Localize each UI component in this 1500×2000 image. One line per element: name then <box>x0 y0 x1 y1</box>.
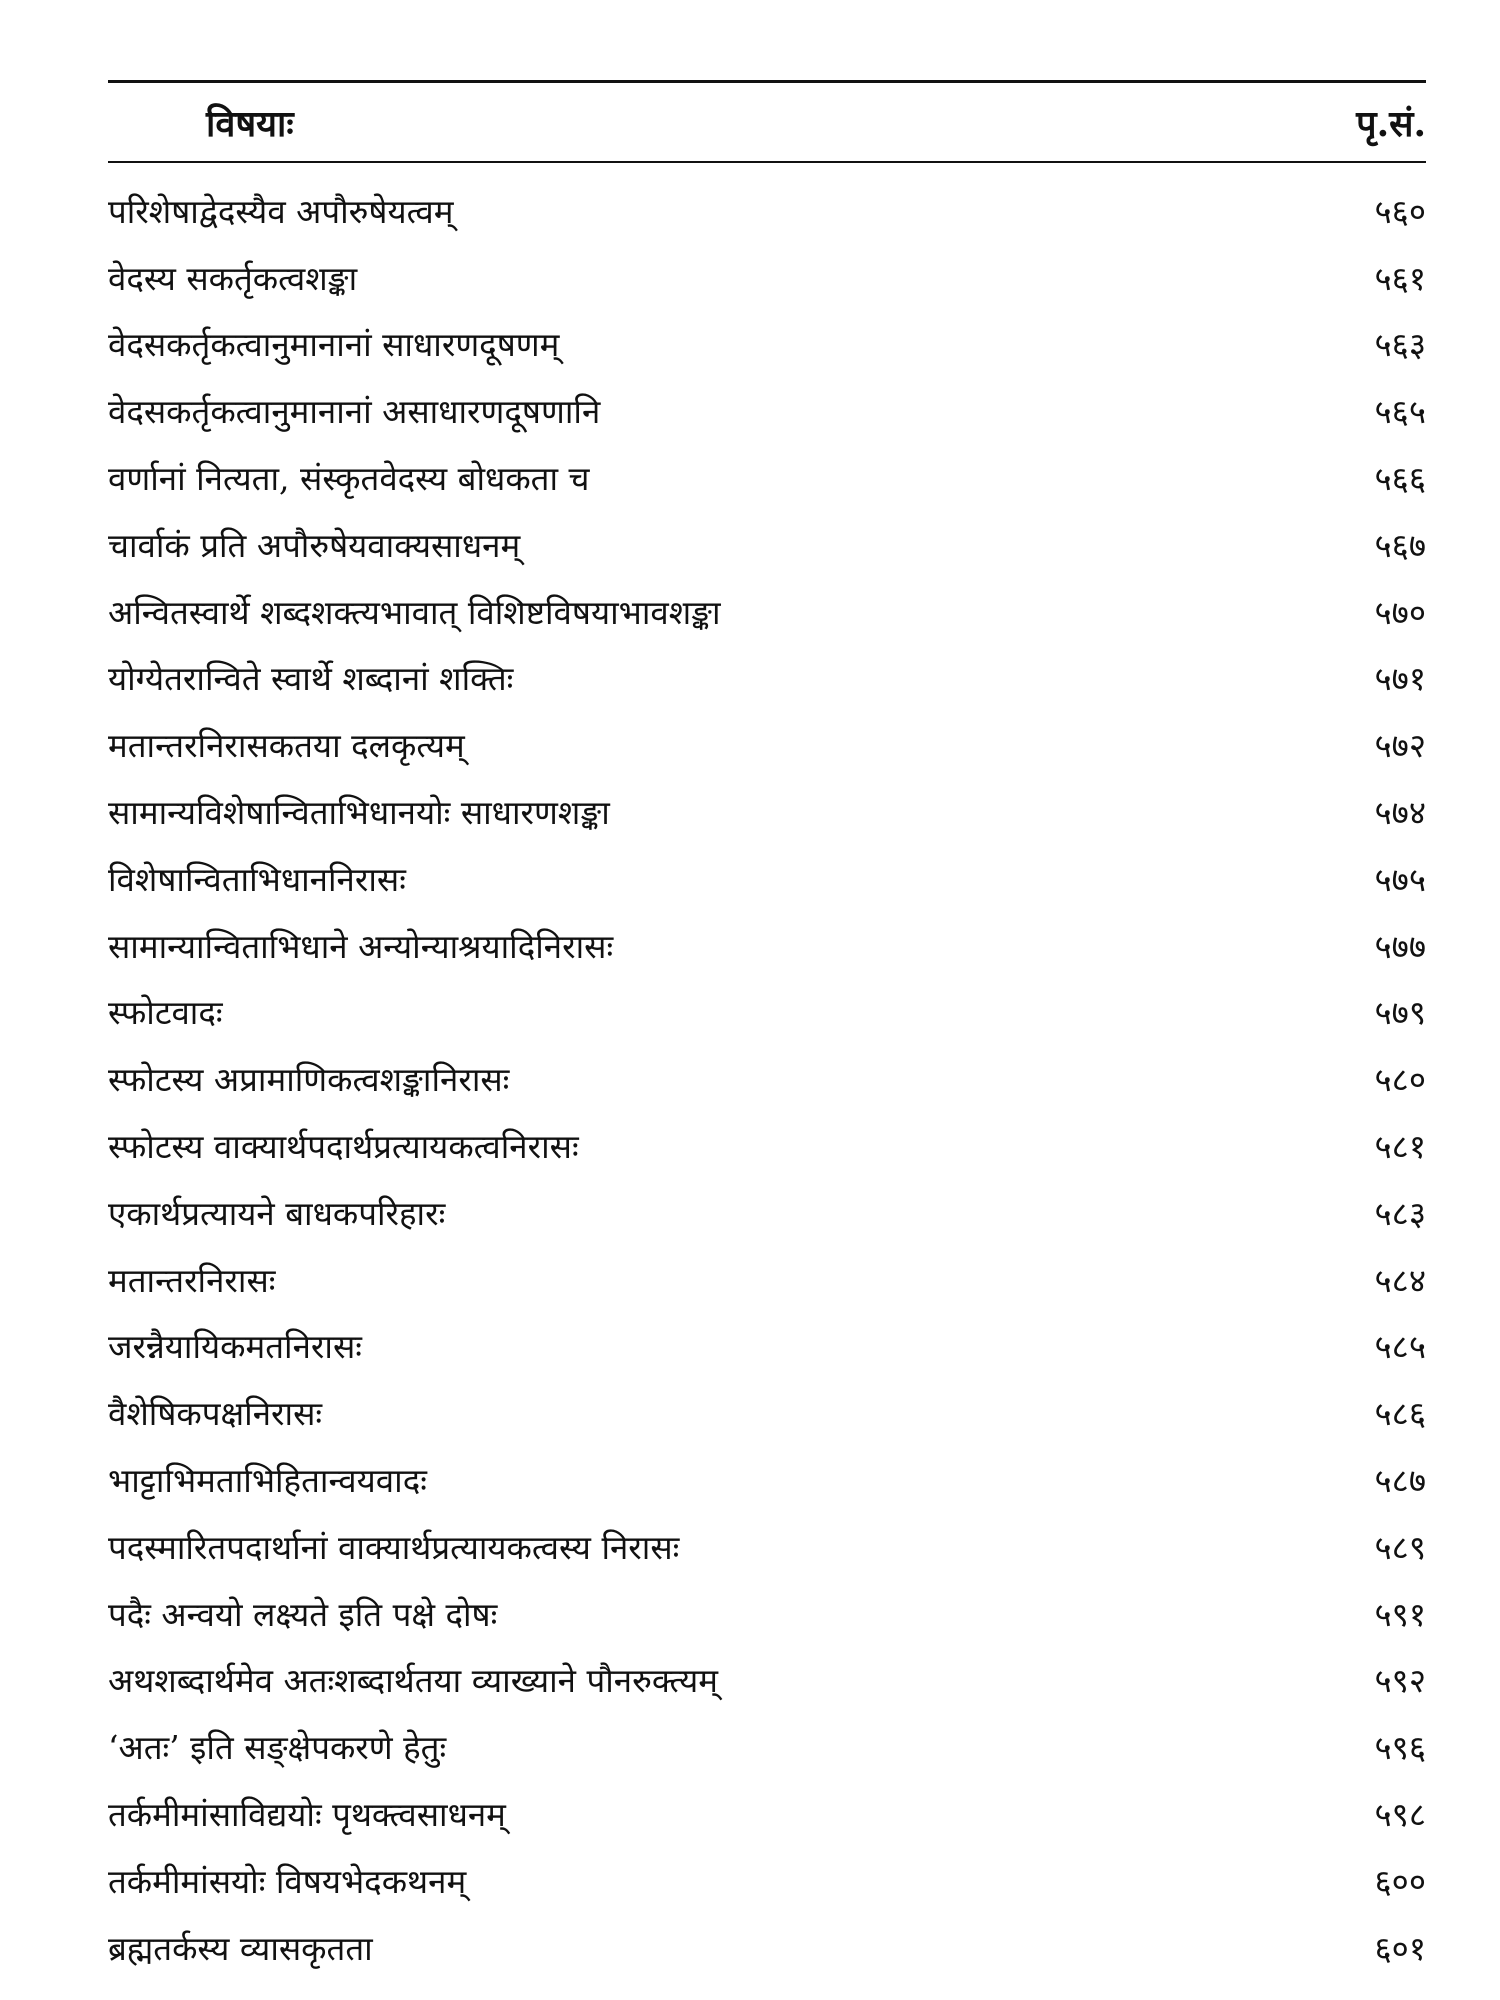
toc-entry-title: भाट्टाभिमताभिहितान्वयवादः <box>108 1461 427 1501</box>
toc-entry <box>108 1580 1426 1647</box>
toc-list <box>108 177 1426 1981</box>
toc-entry-title: स्फोटस्य वाक्यार्थपदार्थप्रत्यायकत्वनिरासः <box>108 1127 579 1167</box>
toc-entry-page-number: ५८६ <box>1374 1394 1426 1434</box>
toc-header <box>108 83 1426 161</box>
toc-entry-page-number: ५७४ <box>1374 793 1426 833</box>
page-column-header: पृ.सं. <box>1356 102 1426 145</box>
toc-entry-page-number: ५८७ <box>1374 1461 1426 1501</box>
toc-entry <box>108 1179 1426 1246</box>
toc-entry-title: पदैः अन्वयो लक्ष्यते इति पक्षे दोषः <box>108 1594 498 1634</box>
subject-column-header: विषयाः <box>206 102 294 145</box>
toc-entry-title: वेदसकर्तृकत्वानुमानानां असाधारणदूषणानि <box>108 392 601 432</box>
toc-entry-page-number: ५६६ <box>1374 459 1426 499</box>
toc-entry-title: वर्णानां नित्यता, संस्कृतवेदस्य बोधकता च <box>108 459 590 499</box>
toc-entry <box>108 311 1426 378</box>
toc-entry-title: चार्वाकं प्रति अपौरुषेयवाक्यसाधनम् <box>108 525 521 565</box>
toc-entry-title: सामान्यविशेषान्विताभिधानयोः साधारणशङ्का <box>108 793 610 833</box>
toc-entry-title: अन्वितस्वार्थे शब्दशक्त्यभावात् विशिष्टविषयाभावशङ्का <box>108 592 721 632</box>
toc-entry-page-number: ५८४ <box>1374 1260 1426 1300</box>
toc-entry-page-number: ५९१ <box>1374 1594 1426 1634</box>
toc-entry-page-number: ५६७ <box>1374 525 1426 565</box>
toc-entry-title: एकार्थप्रत्यायने बाधकपरिहारः <box>108 1193 446 1233</box>
toc-entry-page-number: ६०० <box>1374 1861 1426 1901</box>
toc-entry-title: स्फोटवादः <box>108 993 223 1033</box>
toc-entry <box>108 377 1426 444</box>
toc-entry-title: योग्येतरान्विते स्वार्थे शब्दानां शक्तिः <box>108 659 514 699</box>
toc-entry <box>108 645 1426 712</box>
toc-entry-page-number: ५६० <box>1374 191 1426 231</box>
toc-entry-title: ब्रह्मतर्कस्य व्यासकृतता <box>108 1928 373 1968</box>
toc-entry-title: वेदस्य सकर्तृकत्वशङ्का <box>108 258 358 298</box>
toc-entry <box>108 845 1426 912</box>
toc-entry-title: तर्कमीमांसयोः विषयभेदकथनम् <box>108 1861 467 1901</box>
toc-entry-page-number: ५९२ <box>1374 1661 1426 1701</box>
toc-entry <box>108 1112 1426 1179</box>
toc-entry <box>108 1446 1426 1513</box>
toc-entry-title: अथशब्दार्थमेव अतःशब्दार्थतया व्याख्याने पौनरुक्त्यम् <box>108 1661 718 1701</box>
toc-entry <box>108 244 1426 311</box>
toc-entry-page-number: ५८९ <box>1374 1527 1426 1567</box>
toc-entry <box>108 1713 1426 1780</box>
toc-entry <box>108 1647 1426 1714</box>
toc-entry <box>108 979 1426 1046</box>
header-rule <box>108 161 1426 163</box>
toc-entry-title: परिशेषाद्वेदस्यैव अपौरुषेयत्वम् <box>108 191 454 231</box>
toc-entry-page-number: ५७७ <box>1374 926 1426 966</box>
toc-entry-title: मतान्तरनिरासकतया दलकृत्यम् <box>108 726 465 766</box>
toc-entry <box>108 1045 1426 1112</box>
toc-entry-page-number: ५६१ <box>1374 258 1426 298</box>
toc-entry <box>108 711 1426 778</box>
toc-entry-page-number: ५८५ <box>1374 1327 1426 1367</box>
toc-entry-title: जरन्नैयायिकमतनिरासः <box>108 1327 362 1367</box>
toc-entry-title: विशेषान्विताभिधाननिरासः <box>108 859 406 899</box>
toc-entry <box>108 1246 1426 1313</box>
toc-entry-page-number: ५६३ <box>1374 325 1426 365</box>
toc-entry-title: स्फोटस्य अप्रामाणिकत्वशङ्कानिरासः <box>108 1060 510 1100</box>
toc-entry-page-number: ५७९ <box>1374 993 1426 1033</box>
toc-entry-page-number: ५७२ <box>1374 726 1426 766</box>
toc-entry <box>108 177 1426 244</box>
toc-entry-page-number: ५८० <box>1374 1060 1426 1100</box>
toc-entry <box>108 578 1426 645</box>
toc-entry <box>108 912 1426 979</box>
toc-entry-page-number: ५६५ <box>1374 392 1426 432</box>
toc-entry <box>108 1914 1426 1981</box>
toc-entry <box>108 1513 1426 1580</box>
toc-entry <box>108 1780 1426 1847</box>
toc-entry-title: वैशेषिकपक्षनिरासः <box>108 1394 323 1434</box>
toc-entry-page-number: ५७० <box>1374 592 1426 632</box>
toc-entry <box>108 1313 1426 1380</box>
toc-entry <box>108 1847 1426 1914</box>
toc-entry-page-number: ५७५ <box>1374 859 1426 899</box>
toc-entry-page-number: ५९६ <box>1374 1728 1426 1768</box>
toc-entry-page-number: ५८३ <box>1374 1193 1426 1233</box>
toc-entry-page-number: ५९८ <box>1374 1795 1426 1835</box>
toc-entry-title: मतान्तरनिरासः <box>108 1260 276 1300</box>
toc-entry <box>108 511 1426 578</box>
toc-entry-title: तर्कमीमांसाविद्ययोः पृथक्त्वसाधनम् <box>108 1795 506 1835</box>
toc-entry-page-number: ५७१ <box>1374 659 1426 699</box>
table-of-contents <box>108 80 1426 1981</box>
toc-entry <box>108 444 1426 511</box>
toc-entry-title: ‘अतः’ इति सङ्क्षेपकरणे हेतुः <box>108 1728 447 1768</box>
toc-entry-page-number: ५८१ <box>1374 1127 1426 1167</box>
toc-entry-page-number: ६०१ <box>1374 1928 1426 1968</box>
toc-entry-title: पदस्मारितपदार्थानां वाक्यार्थप्रत्यायकत्वस्य निरासः <box>108 1527 680 1567</box>
toc-entry-title: वेदसकर्तृकत्वानुमानानां साधारणदूषणम् <box>108 325 560 365</box>
toc-entry-title: सामान्यान्विताभिधाने अन्योन्याश्रयादिनिरासः <box>108 926 614 966</box>
toc-entry <box>108 778 1426 845</box>
toc-entry <box>108 1379 1426 1446</box>
